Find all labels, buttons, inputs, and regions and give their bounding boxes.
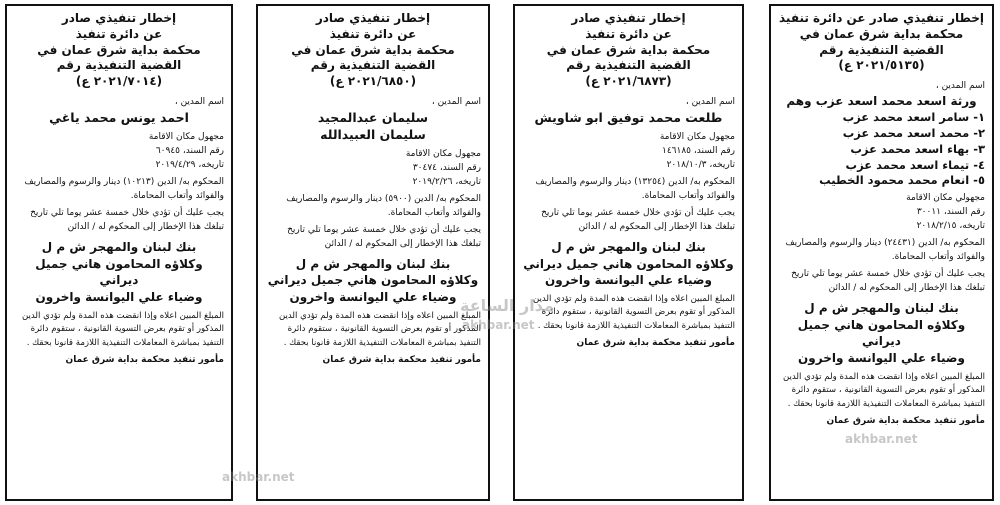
debtor-line: ٥- انعام محمد محمود الخطيب xyxy=(819,173,985,188)
residence: مجهولي مكان الاقامة xyxy=(906,193,985,204)
debtor-line: ٤- تيماء اسعد محمد عزب xyxy=(845,157,985,172)
debtor-label: اسم المدين ، xyxy=(431,97,481,108)
footer-text: المبلغ المبين اعلاه وإذا انقضت هذه المدة ولم تؤدي الدين المذكور أو تقوم بعرض التسوية القانونية ، ستقوم دائرة التنفيذ بمباشرة المعاملات التنفيذية اللازمة قانونا بحقك . xyxy=(532,294,735,331)
signature: مأمور تنفيذ محكمة بداية شرق عمان xyxy=(322,354,481,365)
heading-line: عن دائرة تنفيذ xyxy=(585,26,672,41)
execution-notice-4 xyxy=(5,4,233,501)
debtor-label: اسم المدين ، xyxy=(685,97,735,108)
execution-notice-2 xyxy=(513,4,744,501)
creditor-block xyxy=(265,256,481,306)
notice-heading xyxy=(14,11,224,90)
watermark-center-arabic: مدار الساعة xyxy=(460,296,554,315)
creditor-line: وكلاؤه المحامون هاني جميل ديراني xyxy=(267,273,479,288)
creditor-line: وضياء علي اليوانسة واخرون xyxy=(289,290,457,305)
heading-line: محكمة بداية شرق عمان في xyxy=(799,26,964,41)
watermark-bottom-left: akhbar.net xyxy=(222,470,295,484)
bond-number: رقم السند، ٣٠٤٧٤ xyxy=(412,162,481,173)
execution-notice-3 xyxy=(256,4,490,501)
judgment-text: المحكوم به/ الدين (٥٩٠٠) دينار والرسوم والمصاريف والفوائد وأتعاب المحاماة. xyxy=(286,193,481,218)
creditor-line: بنك لبنان والمهجر ش م ل xyxy=(295,256,451,271)
debtor-line: ١- سامر اسعد محمد عزب xyxy=(842,110,985,124)
bond-number: رقم السند، ٦٠٩٤٥ xyxy=(155,146,224,157)
bond-date: تاريخه، ٢٠١٩/٢/٢٦ xyxy=(412,176,481,187)
heading-line: القضية التنفيذية رقم xyxy=(566,58,691,73)
bond-date: تاريخه، ٢٠١٨/١٠/٣ xyxy=(666,160,735,171)
debtor-name xyxy=(14,110,224,127)
footer-text: المبلغ المبين اعلاه وإذا انقضت هذه المدة ولم تؤدي الدين المذكور أو تقوم بعرض التسوية القانونية ، ستقوم دائرة التنفيذ بمباشرة المعاملات التنفيذية اللازمة قانونا بحقك . xyxy=(21,310,224,348)
debtor-label: اسم المدين ، xyxy=(935,81,985,92)
watermark-right: akhbar.net xyxy=(845,432,918,446)
signature: مأمور تنفيذ محكمة بداية شرق عمان xyxy=(576,338,735,349)
debtor-line: احمد يونس محمد ياغي xyxy=(49,110,189,126)
heading-line: محكمة بداية شرق عمان في xyxy=(37,42,201,57)
footer-text: المبلغ المبين اعلاه وإذا انقضت هذه المدة ولم تؤدي الدين المذكور أو تقوم بعرض التسوية القانونية ، ستقوم دائرة التنفيذ بمباشرة المعاملات التنفيذية اللازمة قانونا بحقك . xyxy=(278,310,481,348)
creditor-block xyxy=(522,239,735,289)
debtor-line: ورثة اسعد محمد اسعد عزب وهم xyxy=(786,94,977,109)
bond-number: رقم السند، ١٤٦١٨٥ xyxy=(662,146,735,157)
instruction-text: يجب عليك أن تؤدي خلال خمسة عشر يوما تلي تاريخ تبلغك هذا الإخطار إلى المحكوم له / الدائن xyxy=(30,207,224,232)
debtor-line: ٢- محمد اسعد محمد عزب xyxy=(842,125,985,140)
creditor-line: وضياء علي اليوانسة واخرون xyxy=(545,273,712,288)
heading-line: إخطار تنفيذي صادر xyxy=(315,11,431,25)
judgment-text: المحكوم به/ الدين (٢٤٤٣١) دينار والرسوم والمصاريف والفوائد وأتعاب المحاماة. xyxy=(785,238,985,263)
signature: مأمور تنفيذ محكمة بداية شرق عمان xyxy=(826,415,985,426)
notice-heading xyxy=(778,11,985,74)
judgment-text: المحكوم به/ الدين (١٠٢١٣) دينار والرسوم والمصاريف والفوائد وأتعاب المحاماة. xyxy=(24,176,224,201)
notice-heading xyxy=(265,11,481,90)
creditor-line: وكلاؤه المحامون هاني جميل ديراني xyxy=(797,317,966,349)
notice-heading xyxy=(522,11,735,90)
debtor-label: اسم المدين ، xyxy=(174,97,224,108)
creditor-line: وضياء علي اليوانسة واخرون xyxy=(798,351,965,366)
creditor-line: بنك لبنان والمهجر ش م ل xyxy=(551,239,706,254)
debtor-name xyxy=(265,110,481,144)
heading-line: محكمة بداية شرق عمان في xyxy=(546,42,711,57)
bond-number: رقم السند، ٣٠٠١١ xyxy=(916,207,985,218)
debtor-names xyxy=(778,93,985,189)
instruction-text: يجب عليك أن تؤدي خلال خمسة عشر يوما تلي تاريخ تبلغك هذا الإخطار إلى المحكوم له / الدائن xyxy=(541,207,735,232)
heading-line: عن دائرة تنفيذ xyxy=(75,26,163,41)
debtor-line: سليمان عبدالمجيد xyxy=(317,110,429,126)
heading-line: إخطار تنفيذي صادر xyxy=(571,11,686,25)
execution-notice-1 xyxy=(769,4,994,501)
creditor-block xyxy=(778,300,985,367)
judgment-text: المحكوم به/ الدين (١٣٢٥٤) دينار والرسوم والمصاريف والفوائد وأتعاب المحاماة. xyxy=(535,176,735,201)
watermark-center-url: akhbar.net xyxy=(462,318,535,332)
residence: مجهول مكان الاقامة xyxy=(148,132,224,143)
residence: مجهول مكان الاقامة xyxy=(659,132,735,143)
heading-line: القضية التنفيذية رقم xyxy=(819,42,944,57)
creditor-line: وكلاؤه المحامون هاني جميل ديراني xyxy=(523,256,734,271)
bond-date: تاريخه، ٢٠١٩/٤/٢٩ xyxy=(155,160,224,171)
creditor-line: بنك لبنان والمهجر ش م ل xyxy=(41,239,197,254)
debtor-name xyxy=(522,110,735,127)
debtor-line: ٣- بهاء اسعد محمد عزب xyxy=(850,141,985,156)
creditor-line: وكلاؤه المحامون هاني جميل ديراني xyxy=(35,256,203,288)
creditor-line: وضياء علي اليوانسة واخرون xyxy=(35,290,203,305)
footer-text: المبلغ المبين اعلاه وإذا انقضت هذه المدة ولم تؤدي الدين المذكور أو تقوم بعرض التسوية القانونية ، ستقوم دائرة التنفيذ بمباشرة المعاملات التنفيذية اللازمة قانونا بحقك . xyxy=(782,372,985,409)
heading-line: القضية التنفيذية رقم xyxy=(56,58,182,73)
creditor-block xyxy=(14,239,224,306)
heading-line: إخطار تنفيذي صادر عن دائرة تنفيذ xyxy=(779,11,984,25)
case-number: (٢٠٢١/٧٠١٤ ع) xyxy=(75,74,163,89)
residence: مجهول مكان الاقامة xyxy=(405,149,481,160)
case-number: (٢٠٢١/٦٨٧٣ ع) xyxy=(585,74,672,89)
heading-line: القضية التنفيذية رقم xyxy=(310,58,436,73)
case-number: (٢٠٢١/٥١٣٥ ع) xyxy=(838,58,925,73)
debtor-line: طلعت محمد توفيق ابو شاويش xyxy=(534,110,723,126)
signature: مأمور تنفيذ محكمة بداية شرق عمان xyxy=(65,354,224,365)
heading-line: عن دائرة تنفيذ xyxy=(329,26,417,41)
creditor-line: بنك لبنان والمهجر ش م ل xyxy=(804,300,959,315)
debtor-line: سليمان العبيدالله xyxy=(320,127,426,143)
instruction-text: يجب عليك أن تؤدي خلال خمسة عشر يوما تلي تاريخ تبلغك هذا الإخطار إلى المحكوم له / الدائن xyxy=(287,224,481,249)
case-number: (٢٠٢١/٦٨٥٠ ع) xyxy=(329,74,417,89)
bond-date: تاريخه، ٢٠١٨/٢/١٥ xyxy=(916,221,985,232)
instruction-text: يجب عليك أن تؤدي خلال خمسة عشر يوما تلي تاريخ تبلغك هذا الإخطار إلى المحكوم له / الدائن xyxy=(791,268,985,293)
heading-line: إخطار تنفيذي صادر xyxy=(61,11,177,25)
heading-line: محكمة بداية شرق عمان في xyxy=(291,42,455,57)
